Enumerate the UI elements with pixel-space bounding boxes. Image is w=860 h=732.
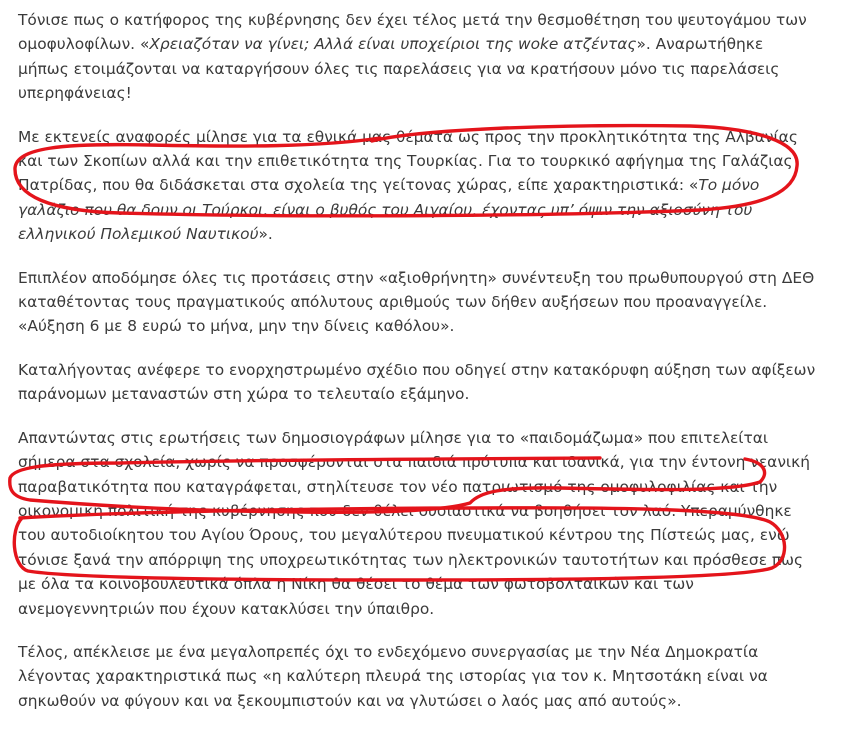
paragraph-1-quote: Χρειαζόταν να γίνει; Αλλά είναι υποχείριοι της woke ατζέντας bbox=[149, 35, 637, 54]
paragraph-3: Επιπλέον αποδόμησε όλες τις προτάσεις στην «αξιοθρήνητη» συνέντευξη του πρωθυπουργού στη ΔΕΘ καταθέτοντας τους πραγματικούς απόλυτους αριθμούς των δήθεν αυξήσεων που προαναγγείλε. «Αύξηση 6 με 8 ευρώ το μήνα, μην την δίνεις καθόλου». bbox=[18, 268, 815, 336]
paragraph-1-text-a: Τόνισε πως ο κατήφορος της κυβέρνησης δεν έχει τέλος μετά την θεσμοθέτηση του ψευτογάμου των ομοφυλοφίλων. « bbox=[18, 11, 807, 54]
article-body bbox=[18, 8, 818, 732]
paragraph-6: Τέλος, απέκλεισε με ένα μεγαλοπρεπές όχι το ενδεχόμενο συνεργασίας με την Νέα Δημοκρατία λέγοντας χαρακτηριστικά πως «η καλύτερη πλευρά της ιστορίας για τον κ. Μητσοτάκη είναι να σηκωθούν να φύγουν και να ξεκουμπιστούν και να γλυτώσει ο λαός μας από αυτούς». bbox=[18, 642, 768, 710]
paragraph-2-quote: Το μόνο γαλάζιο που θα δουν οι Τούρκοι, είναι ο βυθός του Αιγαίου, έχοντας υπ’ όψιν την αξιοσύνη του ελληνικού Πολεμικού Ναυτικού bbox=[18, 176, 760, 244]
paragraph-2 bbox=[18, 125, 818, 247]
paragraph-1 bbox=[18, 8, 818, 106]
paragraph-1-text-b: ». Αναρωτήθηκε μήπως ετοιμάζονται να καταργήσουν όλες τις παρελάσεις για να κρατήσουν μόνο τις παρελάσεις υπερηφάνειας! bbox=[18, 35, 780, 103]
paragraph-2-text-c: ». bbox=[258, 225, 273, 244]
paragraph-2-text-b: Για το τουρκικό αφήγημα της Γαλάζιας Πατρίδας, που θα διδάσκεται στα σχολεία της γείτονας χώρας, είπε χαρακτηριστικά: « bbox=[18, 152, 793, 195]
paragraph-2-text-a: Με εκτενείς αναφορές μίλησε για τα εθνικά μας θέματα ως προς την προκλητικότητα της Αλβανίας και των Σκοπίων αλλά και την επιθετικότητα της Τουρκίας. bbox=[18, 127, 798, 171]
paragraph-4: Καταλήγοντας ανέφερε το ενορχηστρωμένο σχέδιο που οδηγεί στην κατακόρυφη αύξηση των αφίξεων παράνομων μεταναστών στη χώρα το τελευταίο εξάμηνο. bbox=[18, 360, 816, 404]
paragraph-5: Απαντώντας στις ερωτήσεις των δημοσιογράφων μίλησε για το «παιδομάζωμα» που επιτελείται σήμερα στα σχολεία, χωρίς να προσφέρονται στα παιδιά πρότυπα και ιδανικά, για την έντονη νεανική παραβατικότητα που καταγράφεται, στηλίτευσε τον νέο πατριωτισμό της ομοφυλοφιλίας και την οικονομική πολιτική της κυβέρνησης που δεν θέλει ουσιαστικά να βοηθήσει τον λαό. Υπεραμύνθηκε του αυτοδιοίκητου του Αγίου Όρους, του μεγαλύτερου πνευματικού κέντρου της Πίστεώς μας, ενώ τόνισε ξανά την απόρριψη της υποχρεωτικότητας των ηλεκτρονικών ταυτοτήτων και πρόσθεσε πως με όλα τα κοινοβουλευτικά όπλα η Νίκη θα θέσει το θέμα των φωτοβολταϊκών και των ανεμογεννητριών που έχουν κατακλύσει την ύπαιθρο. bbox=[18, 428, 810, 618]
